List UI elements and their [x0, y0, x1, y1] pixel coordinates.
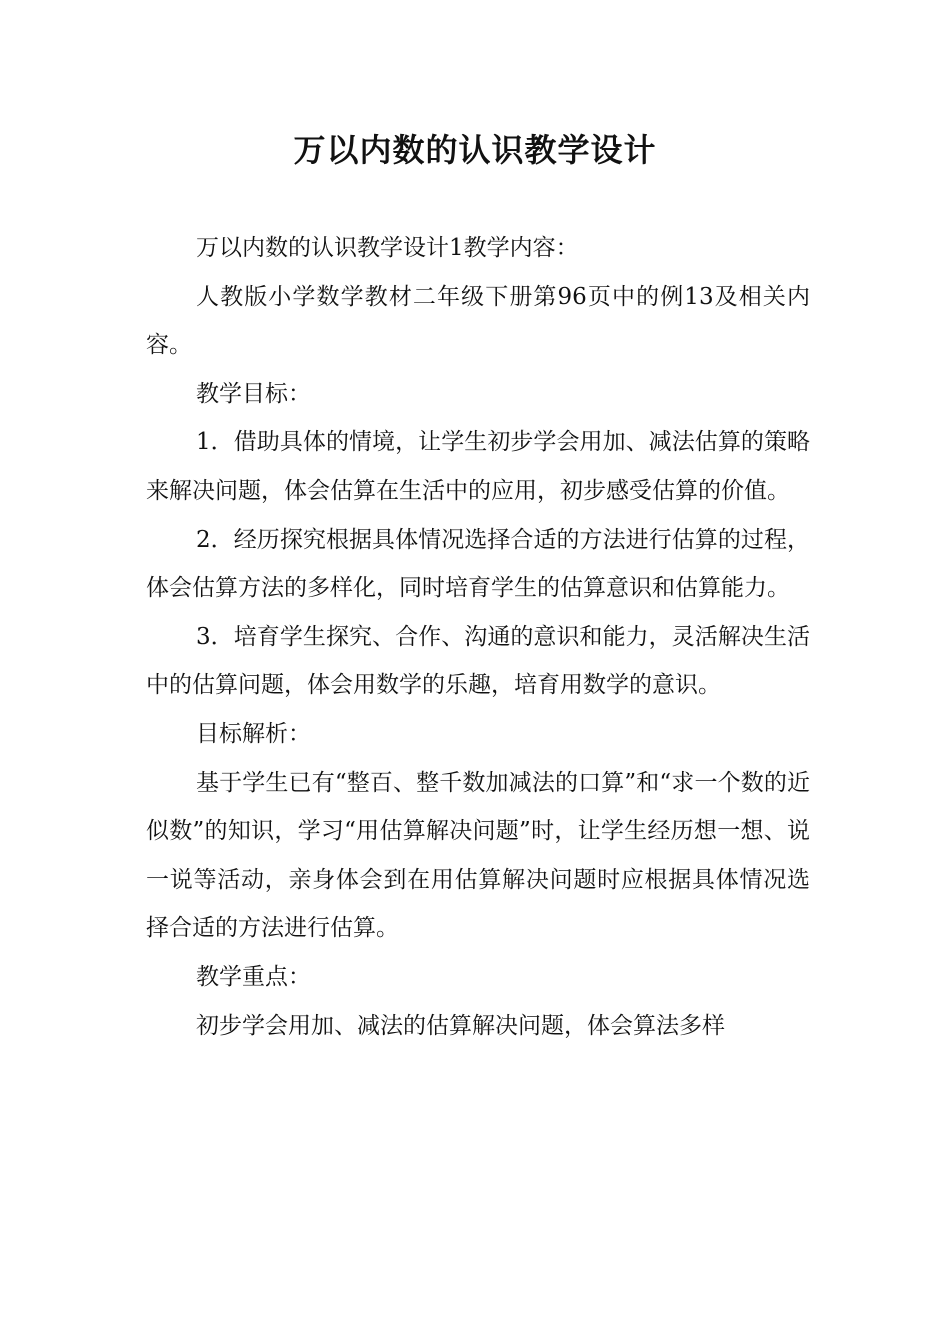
paragraph-objective-3: 3．培育学生探究、合作、沟通的意识和能力，灵活解决生活中的估算问题，体会用数学的乐趣，培育用数学的意识。 [146, 623, 810, 699]
paragraph-objective-2: 2．经历探究根据具体情况选择合适的方法进行估算的过程，体会估算方法的多样化，同时培育学生的估算意识和估算能力。 [146, 526, 810, 602]
paragraph-objective-1: 1．借助具体的情境，让学生初步学会用加、减法估算的策略来解决问题，体会估算在生活中的应用，初步感受估算的价值。 [146, 429, 810, 504]
paragraph-intro: 万以内数的认识教学设计1教学内容： [196, 235, 579, 261]
paragraph-content: 人教版小学数学教材二年级下册第96页中的例13及相关内容。 [146, 283, 810, 359]
paragraph-analysis: 基于学生已有“整百、整千数加减法的口算”和“求一个数的近似数”的知识，学习“用估算解决问题”时，让学生经历想一想、说一说等活动，亲身体会到在用估算解决问题时应根据具体情况选择合适的方法进行估算。 [146, 769, 810, 942]
heading-objectives: 教学目标： [196, 380, 311, 407]
heading-objective-analysis: 目标解析： [196, 720, 311, 747]
paragraph-key-points: 初步学会用加、减法的估算解决问题，体会算法多样 [196, 1012, 725, 1039]
heading-key-points: 教学重点： [196, 963, 311, 990]
document-body [146, 224, 810, 1050]
document-title: 万以内数的认识教学设计 [293, 131, 657, 169]
